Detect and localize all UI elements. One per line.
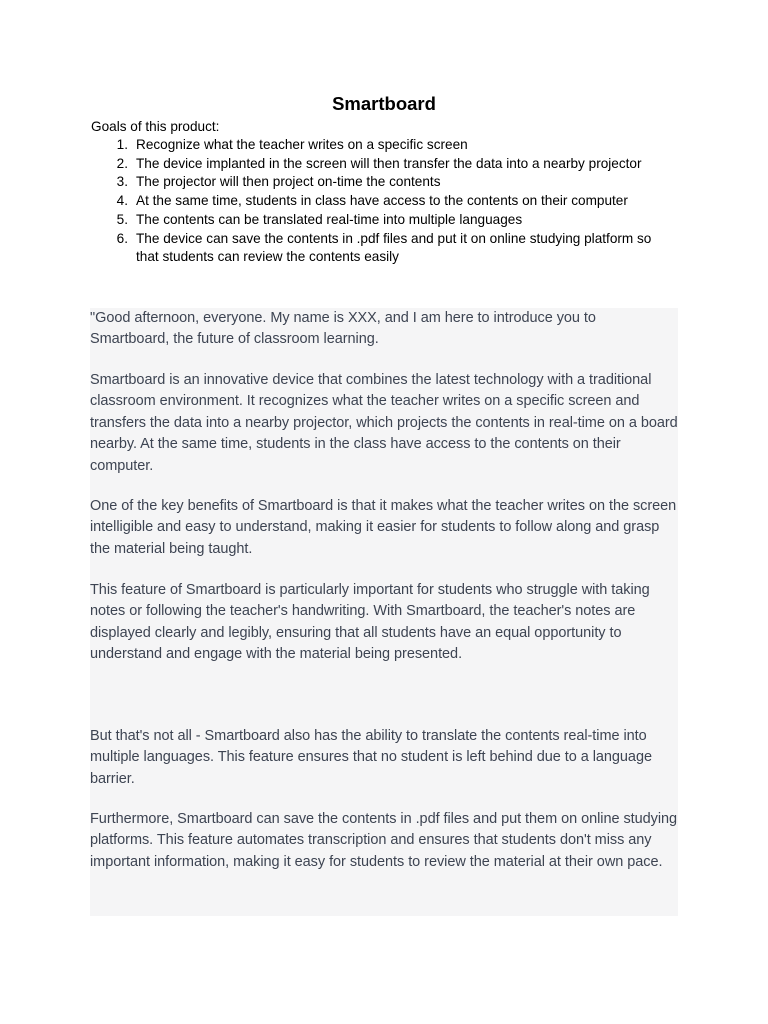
speech-paragraph: This feature of Smartboard is particularly important for students who struggle with taking notes or following the teacher's handwriting. With Smartboard, the teacher's notes are displayed clearly and legibly, ensuring that all students have an equal opportunity to understand and engage with the material being presented. — [90, 582, 650, 663]
page-title: Smartboard — [332, 93, 436, 114]
goal-number: 2. — [116, 155, 128, 171]
speech-paragraph: One of the key benefits of Smartboard is that it makes what the teacher writes on the screen intelligible and easy to understand, making it easier for students to follow along and grasp the material being taught. — [90, 498, 677, 557]
goal-text: The device implanted in the screen will then transfer the data into a nearby projector — [136, 155, 642, 171]
goals-heading: Goals of this product: — [91, 119, 220, 134]
speech-paragraph: Smartboard is an innovative device that combines the latest technology with a traditional classroom environment. It recognizes what the teacher writes on a specific screen and transfers the data into a nearby projector, which projects the contents in real-time on a board nearby. At the same time, students in the class have access to the contents on their computer. — [90, 372, 678, 474]
goal-item — [110, 192, 670, 211]
goal-item — [110, 155, 670, 174]
goal-item — [110, 230, 670, 267]
goal-item — [110, 136, 670, 155]
goal-text: The contents can be translated real-time into multiple languages — [136, 211, 523, 227]
speech-paragraph: Furthermore, Smartboard can save the contents in .pdf files and put them on online studying platforms. This feature automates transcription and ensures that students don't miss any important information, making it easy for students to review the material at their own pace. — [90, 811, 678, 870]
goal-text: The device can save the contents in .pdf files and put it on online studying platform so that students can review the contents easily — [136, 230, 652, 265]
goal-item — [110, 211, 670, 230]
goal-text: The projector will then project on-time the contents — [136, 174, 441, 190]
goal-number: 3. — [116, 174, 128, 190]
goal-text: At the same time, students in class have access to the contents on their computer — [136, 193, 628, 209]
goal-text: Recognize what the teacher writes on a specific screen — [136, 137, 468, 152]
speech-paragraph: But that's not all - Smartboard also has the ability to translate the contents real-time into multiple languages. This feature ensures that no student is left behind due to a language barrier. — [90, 728, 652, 787]
goal-item — [110, 173, 670, 192]
speech-panel — [90, 308, 678, 916]
speech-paragraph: "Good afternoon, everyone. My name is XXX, and I am here to introduce you to Smartboard, the future of classroom learning. — [90, 310, 596, 348]
goal-number: 4. — [116, 193, 128, 209]
goal-number: 1. — [116, 137, 128, 152]
goal-number: 5. — [116, 211, 128, 227]
goals-list — [110, 136, 670, 267]
goal-number: 6. — [116, 230, 128, 246]
